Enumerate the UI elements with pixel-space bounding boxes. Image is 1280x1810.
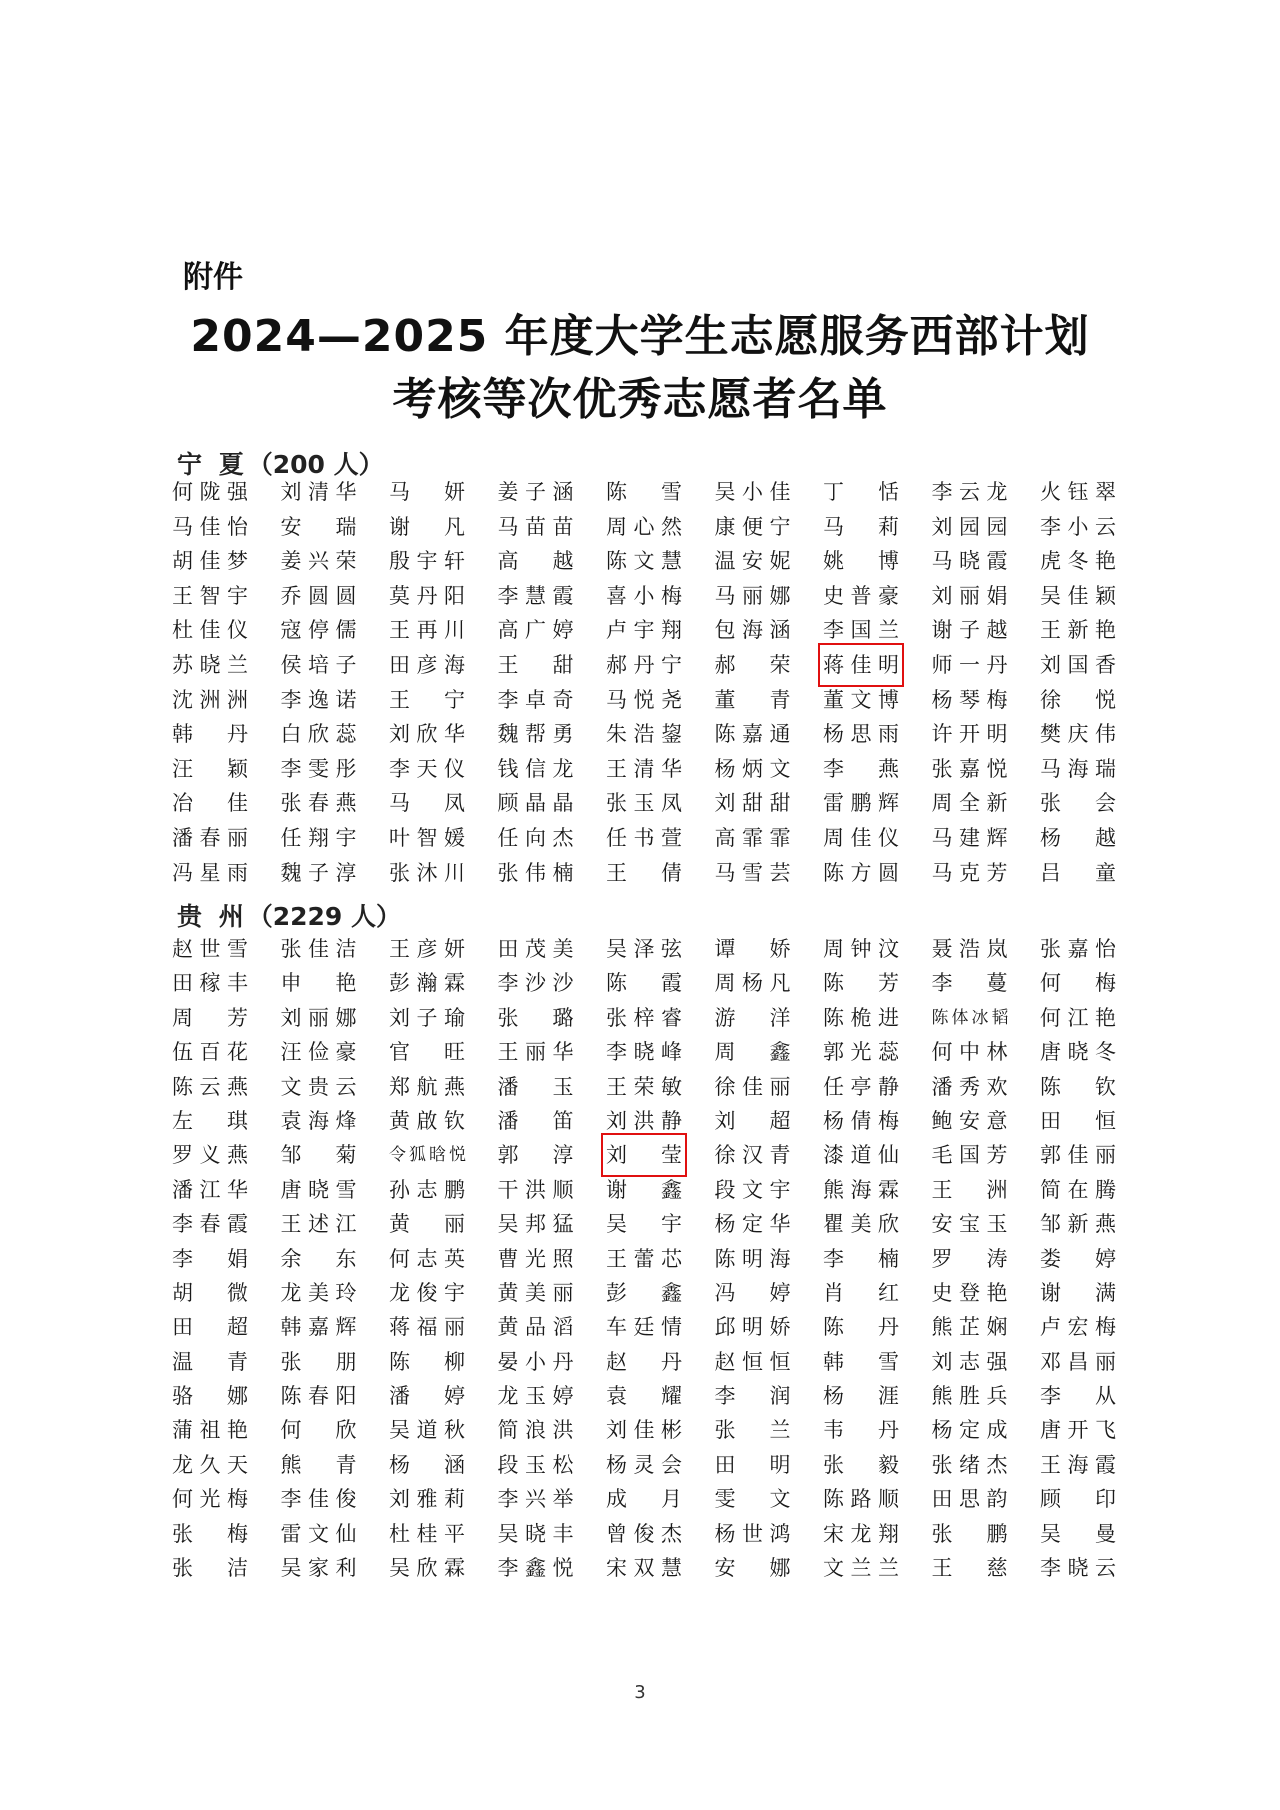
volunteer-name: 李 燕 xyxy=(823,756,899,781)
volunteer-name: 田彦海 xyxy=(389,652,465,677)
volunteer-name: 杨倩梅 xyxy=(823,1108,899,1133)
volunteer-name: 杨世鸿 xyxy=(714,1521,791,1546)
volunteer-name: 周全新 xyxy=(931,791,1008,816)
volunteer-name: 徐佳丽 xyxy=(714,1074,791,1099)
volunteer-name: 谭 娇 xyxy=(714,937,791,961)
volunteer-name: 罗义燕 xyxy=(172,1143,248,1168)
volunteer-name: 邹新燕 xyxy=(1040,1212,1116,1237)
volunteer-name: 何 欣 xyxy=(280,1418,357,1443)
volunteer-name: 宋龙翔 xyxy=(823,1521,899,1546)
volunteer-name: 李云龙 xyxy=(931,480,1008,504)
volunteer-name: 张玉凤 xyxy=(606,791,682,816)
volunteer-name: 王清华 xyxy=(606,756,682,781)
volunteer-name: 游 洋 xyxy=(714,1005,791,1030)
volunteer-name: 龙久天 xyxy=(172,1452,248,1477)
volunteer-name: 周 鑫 xyxy=(714,1040,791,1065)
volunteer-name: 刘子瑜 xyxy=(389,1005,465,1030)
volunteer-name: 田稼丰 xyxy=(172,971,248,996)
volunteer-name: 周佳仪 xyxy=(823,825,899,850)
volunteer-name: 曾俊杰 xyxy=(606,1521,682,1546)
volunteer-name: 申 艳 xyxy=(280,971,357,996)
volunteer-name: 潘 笛 xyxy=(497,1108,574,1133)
document-title-line1: 2024—2025 年度大学生志愿服务西部计划 xyxy=(190,311,1090,362)
volunteer-name: 李天仪 xyxy=(389,756,465,781)
volunteer-name: 冶 佳 xyxy=(172,791,248,816)
volunteer-name: 樊庆伟 xyxy=(1040,722,1116,747)
volunteer-name: 雷文仙 xyxy=(280,1521,357,1546)
volunteer-name: 姜兴荣 xyxy=(280,549,357,574)
volunteer-name: 殷宇轩 xyxy=(389,549,465,574)
volunteer-name: 姜子涵 xyxy=(497,480,574,504)
volunteer-name: 刘志强 xyxy=(931,1349,1008,1374)
volunteer-name: 王 倩 xyxy=(606,860,682,885)
volunteer-name: 温安妮 xyxy=(714,549,791,574)
volunteer-name: 姚 博 xyxy=(823,549,899,574)
document-title-line2: 考核等次优秀志愿者名单 xyxy=(392,374,888,425)
volunteer-name: 王 洲 xyxy=(931,1177,1008,1202)
volunteer-name: 喜小梅 xyxy=(606,583,682,608)
volunteer-name: 顾 印 xyxy=(1040,1487,1116,1512)
volunteer-name: 段文宇 xyxy=(714,1177,791,1202)
volunteer-name: 谢 满 xyxy=(1040,1280,1116,1305)
page-number: 3 xyxy=(634,1682,646,1703)
volunteer-name-highlighted: 蒋佳明 xyxy=(823,648,899,682)
volunteer-name: 娄 婷 xyxy=(1040,1246,1116,1271)
volunteer-name: 余 东 xyxy=(280,1246,357,1271)
volunteer-name: 包海涵 xyxy=(714,618,791,643)
volunteer-name: 杜佳仪 xyxy=(172,618,248,643)
region-count: （200 人） xyxy=(247,450,384,479)
volunteer-name: 熊胜兵 xyxy=(931,1384,1008,1409)
volunteer-name: 刘佳彬 xyxy=(606,1418,682,1443)
volunteer-name: 刘丽娟 xyxy=(931,583,1008,608)
volunteer-name: 马 莉 xyxy=(823,514,899,539)
volunteer-name: 史登艳 xyxy=(931,1280,1008,1305)
volunteer-name: 漆道仙 xyxy=(823,1143,899,1168)
volunteer-name: 雯 文 xyxy=(714,1487,791,1512)
volunteer-name: 董 青 xyxy=(714,687,791,712)
volunteer-name: 段玉松 xyxy=(497,1452,574,1477)
volunteer-name: 张 会 xyxy=(1040,791,1116,816)
volunteer-name: 马晓霞 xyxy=(931,549,1008,574)
volunteer-name: 王 宁 xyxy=(389,687,465,712)
volunteer-name: 沈洲洲 xyxy=(172,687,248,712)
volunteer-name: 何 梅 xyxy=(1040,971,1116,996)
volunteer-name: 陈 雪 xyxy=(606,480,682,504)
volunteer-name: 魏子淳 xyxy=(280,860,357,885)
volunteer-name: 令狐晗悦 xyxy=(389,1145,465,1166)
volunteer-name: 刘雅莉 xyxy=(389,1487,465,1512)
volunteer-name: 韩嘉辉 xyxy=(280,1315,357,1340)
volunteer-name: 马克芳 xyxy=(931,860,1008,885)
volunteer-name: 马 妍 xyxy=(389,480,465,504)
volunteer-name: 简在腾 xyxy=(1040,1177,1116,1202)
volunteer-name: 刘 超 xyxy=(714,1108,791,1133)
volunteer-name: 邹 菊 xyxy=(280,1143,357,1168)
region-name: 宁 夏 xyxy=(177,450,248,479)
volunteer-name: 杨琴梅 xyxy=(931,687,1008,712)
volunteer-name: 吴佳颖 xyxy=(1040,583,1116,608)
volunteer-name: 安 瑞 xyxy=(280,514,357,539)
volunteer-name: 何志英 xyxy=(389,1246,465,1271)
volunteer-name: 官 旺 xyxy=(389,1040,465,1065)
volunteer-name: 丁 恬 xyxy=(823,480,899,504)
volunteer-name: 陈文慧 xyxy=(606,549,682,574)
volunteer-name: 李 从 xyxy=(1040,1384,1116,1409)
volunteer-name: 安宝玉 xyxy=(931,1212,1008,1237)
volunteer-name: 李 楠 xyxy=(823,1246,899,1271)
volunteer-name: 刘国香 xyxy=(1040,652,1116,677)
volunteer-name: 王再川 xyxy=(389,618,465,643)
volunteer-name: 徐汉青 xyxy=(714,1143,791,1168)
volunteer-name: 卢宏梅 xyxy=(1040,1315,1116,1340)
volunteer-name: 卢宇翔 xyxy=(606,618,682,643)
volunteer-name: 苏晓兰 xyxy=(172,652,248,677)
volunteer-name: 虎冬艳 xyxy=(1040,549,1116,574)
volunteer-name: 蒲祖艳 xyxy=(172,1418,248,1443)
volunteer-name: 王丽华 xyxy=(497,1040,574,1065)
volunteer-name: 刘清华 xyxy=(280,480,357,504)
volunteer-name: 田 恒 xyxy=(1040,1108,1116,1133)
volunteer-name: 吴 宇 xyxy=(606,1212,682,1237)
volunteer-name: 史普豪 xyxy=(823,583,899,608)
volunteer-name: 肖 红 xyxy=(823,1280,899,1305)
volunteer-name: 陈 柳 xyxy=(389,1349,465,1374)
volunteer-name: 张沐川 xyxy=(389,860,465,885)
volunteer-name: 杨定成 xyxy=(931,1418,1008,1443)
volunteer-name: 熊海霖 xyxy=(823,1177,899,1202)
volunteer-name: 陈 丹 xyxy=(823,1315,899,1340)
volunteer-name: 杨炳文 xyxy=(714,756,791,781)
volunteer-name: 莫丹阳 xyxy=(389,583,465,608)
volunteer-name: 杨定华 xyxy=(714,1212,791,1237)
volunteer-name: 魏帮勇 xyxy=(497,722,574,747)
volunteer-name: 熊芷娴 xyxy=(931,1315,1008,1340)
volunteer-name: 毛国芳 xyxy=(931,1143,1008,1168)
volunteer-name: 张春燕 xyxy=(280,791,357,816)
volunteer-name: 吕 童 xyxy=(1040,860,1116,885)
name-grid-guizhou xyxy=(172,932,1150,1585)
volunteer-name: 郭光蕊 xyxy=(823,1040,899,1065)
volunteer-name: 陈路顺 xyxy=(823,1487,899,1512)
volunteer-name: 张梓睿 xyxy=(606,1005,682,1030)
volunteer-name: 李慧霞 xyxy=(497,583,574,608)
volunteer-name: 潘秀欢 xyxy=(931,1074,1008,1099)
volunteer-name: 陈春阳 xyxy=(280,1384,357,1409)
volunteer-name: 吴小佳 xyxy=(714,480,791,504)
volunteer-name: 刘洪静 xyxy=(606,1108,682,1133)
volunteer-name: 李鑫悦 xyxy=(497,1556,574,1581)
volunteer-name: 韩 丹 xyxy=(172,722,248,747)
volunteer-name: 黄品滔 xyxy=(497,1315,574,1340)
volunteer-name: 王新艳 xyxy=(1040,618,1116,643)
attachment-label: 附件 xyxy=(183,260,243,295)
volunteer-name: 文兰兰 xyxy=(823,1556,899,1581)
volunteer-name: 吴欣霖 xyxy=(389,1556,465,1581)
volunteer-name: 杜桂平 xyxy=(389,1521,465,1546)
volunteer-name: 龙俊宇 xyxy=(389,1280,465,1305)
volunteer-name: 蒋福丽 xyxy=(389,1315,465,1340)
volunteer-name: 陈体冰韬 xyxy=(931,1007,1008,1028)
volunteer-name: 张佳洁 xyxy=(280,937,357,961)
volunteer-name: 李沙沙 xyxy=(497,971,574,996)
volunteer-name: 刘园园 xyxy=(931,514,1008,539)
volunteer-name: 钱信龙 xyxy=(497,756,574,781)
volunteer-name-highlighted: 刘 莹 xyxy=(606,1138,682,1172)
volunteer-name: 车廷情 xyxy=(606,1315,682,1340)
volunteer-name: 袁海烽 xyxy=(280,1108,357,1133)
volunteer-name: 马雪芸 xyxy=(714,860,791,885)
volunteer-name: 周心然 xyxy=(606,514,682,539)
volunteer-name: 韦 丹 xyxy=(823,1418,899,1443)
volunteer-name: 曹光照 xyxy=(497,1246,574,1271)
volunteer-name: 朱浩鋆 xyxy=(606,722,682,747)
volunteer-name: 熊 青 xyxy=(280,1452,357,1477)
volunteer-name: 潘春丽 xyxy=(172,825,248,850)
volunteer-name: 李兴举 xyxy=(497,1487,574,1512)
volunteer-name: 吴家利 xyxy=(280,1556,357,1581)
volunteer-name: 李国兰 xyxy=(823,618,899,643)
volunteer-name: 潘江华 xyxy=(172,1177,248,1202)
volunteer-name: 李逸诺 xyxy=(280,687,357,712)
volunteer-name: 成 月 xyxy=(606,1487,682,1512)
volunteer-name: 吴道秋 xyxy=(389,1418,465,1443)
volunteer-name: 徐 悦 xyxy=(1040,687,1116,712)
volunteer-name: 聂浩岚 xyxy=(931,937,1008,961)
volunteer-name: 杨 越 xyxy=(1040,825,1116,850)
volunteer-name: 龙美玲 xyxy=(280,1280,357,1305)
volunteer-name: 田 明 xyxy=(714,1452,791,1477)
volunteer-name: 杨 涯 xyxy=(823,1384,899,1409)
volunteer-name: 寇停儒 xyxy=(280,618,357,643)
volunteer-name: 王 甜 xyxy=(497,652,574,677)
volunteer-name: 马悦尧 xyxy=(606,687,682,712)
volunteer-name: 李 润 xyxy=(714,1384,791,1409)
volunteer-name: 高 越 xyxy=(497,549,574,574)
volunteer-name: 黄啟钦 xyxy=(389,1108,465,1133)
volunteer-name: 潘 玉 xyxy=(497,1074,574,1099)
volunteer-name: 瞿美欣 xyxy=(823,1212,899,1237)
volunteer-name: 吴泽弦 xyxy=(606,937,682,961)
volunteer-name: 刘丽娜 xyxy=(280,1005,357,1030)
volunteer-name: 陈 霞 xyxy=(606,971,682,996)
volunteer-name: 任翔宇 xyxy=(280,825,357,850)
volunteer-name: 杨 涵 xyxy=(389,1452,465,1477)
volunteer-name: 伍百花 xyxy=(172,1040,248,1065)
volunteer-name: 王蕾芯 xyxy=(606,1246,682,1271)
volunteer-name: 龙玉婷 xyxy=(497,1384,574,1409)
volunteer-name: 袁 耀 xyxy=(606,1384,682,1409)
volunteer-name: 谢 鑫 xyxy=(606,1177,682,1202)
volunteer-name: 陈桅进 xyxy=(823,1005,899,1030)
volunteer-name: 赵恒恒 xyxy=(714,1349,791,1374)
volunteer-name: 张嘉悦 xyxy=(931,756,1008,781)
volunteer-name: 干洪顺 xyxy=(497,1177,574,1202)
volunteer-name: 罗 涛 xyxy=(931,1246,1008,1271)
volunteer-name: 周杨凡 xyxy=(714,971,791,996)
volunteer-name: 谢 凡 xyxy=(389,514,465,539)
volunteer-name: 吴 曼 xyxy=(1040,1521,1116,1546)
volunteer-name: 张嘉怡 xyxy=(1040,937,1116,961)
volunteer-name: 李小云 xyxy=(1040,514,1116,539)
volunteer-name: 王彦妍 xyxy=(389,937,465,961)
volunteer-name: 李晓云 xyxy=(1040,1556,1116,1581)
volunteer-name: 李 娟 xyxy=(172,1246,248,1271)
volunteer-name: 陈明海 xyxy=(714,1246,791,1271)
volunteer-name: 唐晓雪 xyxy=(280,1177,357,1202)
volunteer-name: 张绪杰 xyxy=(931,1452,1008,1477)
volunteer-name: 唐开飞 xyxy=(1040,1418,1116,1443)
volunteer-name: 郑航燕 xyxy=(389,1074,465,1099)
volunteer-name: 马海瑞 xyxy=(1040,756,1116,781)
volunteer-name: 何中林 xyxy=(931,1040,1008,1065)
volunteer-name: 刘甜甜 xyxy=(714,791,791,816)
volunteer-name: 汪俭豪 xyxy=(280,1040,357,1065)
volunteer-name: 胡佳梦 xyxy=(172,549,248,574)
volunteer-name: 马丽娜 xyxy=(714,583,791,608)
volunteer-name: 彭 鑫 xyxy=(606,1280,682,1305)
volunteer-name: 马苗苗 xyxy=(497,514,574,539)
volunteer-name: 冯星雨 xyxy=(172,860,248,885)
volunteer-name: 周钟汶 xyxy=(823,937,899,961)
volunteer-name: 侯培子 xyxy=(280,652,357,677)
volunteer-name: 邓昌丽 xyxy=(1040,1349,1116,1374)
volunteer-name: 郝 荣 xyxy=(714,652,791,677)
volunteer-name: 李雯彤 xyxy=(280,756,357,781)
volunteer-name: 汪 颖 xyxy=(172,756,248,781)
volunteer-name: 宋双慧 xyxy=(606,1556,682,1581)
volunteer-name: 陈云燕 xyxy=(172,1074,248,1099)
volunteer-name: 彭瀚霖 xyxy=(389,971,465,996)
volunteer-name: 简浪洪 xyxy=(497,1418,574,1443)
volunteer-name: 任亭静 xyxy=(823,1074,899,1099)
volunteer-name: 吴晓丰 xyxy=(497,1521,574,1546)
volunteer-name: 晏小丹 xyxy=(497,1349,574,1374)
volunteer-name: 白欣蕊 xyxy=(280,722,357,747)
volunteer-name: 康便宁 xyxy=(714,514,791,539)
volunteer-name: 韩 雪 xyxy=(823,1349,899,1374)
volunteer-name: 骆 娜 xyxy=(172,1384,248,1409)
volunteer-name: 张 梅 xyxy=(172,1521,248,1546)
volunteer-name: 潘 婷 xyxy=(389,1384,465,1409)
volunteer-name: 安 娜 xyxy=(714,1556,791,1581)
volunteer-name: 董文博 xyxy=(823,687,899,712)
volunteer-name: 师一丹 xyxy=(931,652,1008,677)
volunteer-name: 乔圆圆 xyxy=(280,583,357,608)
volunteer-name: 鲍安意 xyxy=(931,1108,1008,1133)
volunteer-name: 王 慈 xyxy=(931,1556,1008,1581)
volunteer-name: 唐晓冬 xyxy=(1040,1040,1116,1065)
volunteer-name: 叶智媛 xyxy=(389,825,465,850)
volunteer-name: 邱明娇 xyxy=(714,1315,791,1340)
volunteer-name: 火钰翠 xyxy=(1040,480,1116,504)
volunteer-name: 顾晶晶 xyxy=(497,791,574,816)
volunteer-name: 谢子越 xyxy=(931,618,1008,643)
volunteer-name: 王海霞 xyxy=(1040,1452,1116,1477)
volunteer-name: 张 朋 xyxy=(280,1349,357,1374)
volunteer-name: 王述江 xyxy=(280,1212,357,1237)
volunteer-name: 张 毅 xyxy=(823,1452,899,1477)
volunteer-name: 马建辉 xyxy=(931,825,1008,850)
volunteer-name: 陈 芳 xyxy=(823,971,899,996)
volunteer-name: 吴邦猛 xyxy=(497,1212,574,1237)
volunteer-name: 张 鹏 xyxy=(931,1521,1008,1546)
volunteer-name: 黄美丽 xyxy=(497,1280,574,1305)
volunteer-name: 陈嘉通 xyxy=(714,722,791,747)
volunteer-name: 郭佳丽 xyxy=(1040,1143,1116,1168)
volunteer-name: 何江艳 xyxy=(1040,1005,1116,1030)
region-name: 贵 州 xyxy=(177,902,248,931)
volunteer-name: 李 蔓 xyxy=(931,971,1008,996)
volunteer-name: 张 洁 xyxy=(172,1556,248,1581)
volunteer-name: 任向杰 xyxy=(497,825,574,850)
volunteer-name: 杨思雨 xyxy=(823,722,899,747)
volunteer-name: 李春霞 xyxy=(172,1212,248,1237)
volunteer-name: 胡 微 xyxy=(172,1280,248,1305)
volunteer-name: 周 芳 xyxy=(172,1005,248,1030)
volunteer-name: 马 凤 xyxy=(389,791,465,816)
volunteer-name: 雷鹏辉 xyxy=(823,791,899,816)
volunteer-name: 何陇强 xyxy=(172,480,248,504)
volunteer-name: 王智宇 xyxy=(172,583,248,608)
volunteer-name: 任书萱 xyxy=(606,825,682,850)
volunteer-name: 田茂美 xyxy=(497,937,574,961)
volunteer-name: 张 璐 xyxy=(497,1005,574,1030)
volunteer-name: 李晓峰 xyxy=(606,1040,682,1065)
volunteer-name: 郭 淳 xyxy=(497,1143,574,1168)
volunteer-name: 孙志鹏 xyxy=(389,1177,465,1202)
volunteer-name: 李佳俊 xyxy=(280,1487,357,1512)
volunteer-name: 左 琪 xyxy=(172,1108,248,1133)
volunteer-name: 张 兰 xyxy=(714,1418,791,1443)
volunteer-name: 文贵云 xyxy=(280,1074,357,1099)
region-count: （2229 人） xyxy=(247,902,402,931)
volunteer-name: 田 超 xyxy=(172,1315,248,1340)
volunteer-name: 王荣敏 xyxy=(606,1074,682,1099)
volunteer-name: 陈 钦 xyxy=(1040,1074,1116,1099)
volunteer-name: 马佳怡 xyxy=(172,514,248,539)
volunteer-name: 高霏霏 xyxy=(714,825,791,850)
volunteer-name: 赵 丹 xyxy=(606,1349,682,1374)
volunteer-name: 杨灵会 xyxy=(606,1452,682,1477)
volunteer-name: 田思韵 xyxy=(931,1487,1008,1512)
volunteer-name: 温 青 xyxy=(172,1349,248,1374)
volunteer-name: 陈方圆 xyxy=(823,860,899,885)
volunteer-name: 冯 婷 xyxy=(714,1280,791,1305)
volunteer-name: 刘欣华 xyxy=(389,722,465,747)
region-heading-guizhou xyxy=(177,897,1117,933)
volunteer-name: 许开明 xyxy=(931,722,1008,747)
volunteer-name: 张伟楠 xyxy=(497,860,574,885)
volunteer-name: 高广婷 xyxy=(497,618,574,643)
volunteer-name: 何光梅 xyxy=(172,1487,248,1512)
volunteer-name: 郝丹宁 xyxy=(606,652,682,677)
name-grid-ningxia xyxy=(172,475,1150,890)
volunteer-name: 黄 丽 xyxy=(389,1212,465,1237)
volunteer-name: 李卓奇 xyxy=(497,687,574,712)
volunteer-name: 赵世雪 xyxy=(172,937,248,961)
